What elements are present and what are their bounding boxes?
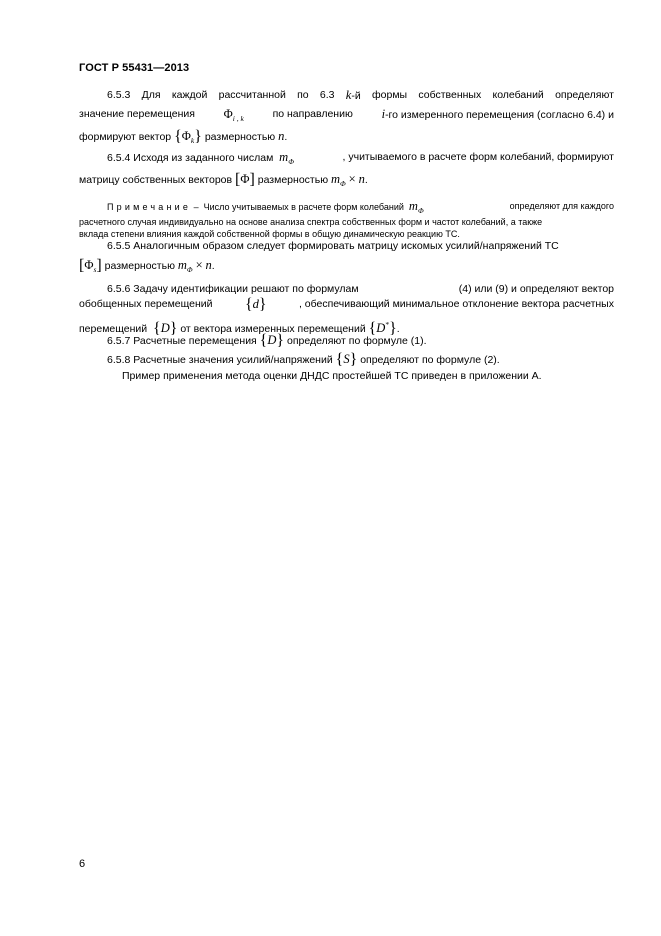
para-6-5-8: 6.5.8 Расчетные значения усилий/напряжений {S} определяют по формуле (2). [107, 351, 500, 368]
math-matrix-phi-s: $[\Phi_s]$ [79, 257, 102, 274]
math-vector-S: {S} [335, 351, 358, 368]
note-line-1: Примечание – Число учитываемых в расчете форм колебаний $m_\Phi$ определяют для каждого [107, 199, 614, 215]
math-m-phi-times-n: $m_\Phi \times n$ [177, 258, 212, 274]
math-m-phi-times-n: $m_\Phi \times n$ [331, 172, 365, 188]
math-vector-d: {d} [244, 296, 267, 313]
para-6-5-3-word: каждой [171, 89, 208, 101]
math-n: n [278, 129, 285, 143]
para-6-5-3-word: рассчитанной [218, 89, 286, 101]
para-6-5-3-text: по направлению [272, 108, 353, 120]
para-6-5-3-word: определяют [555, 89, 614, 101]
para-6-5-4-line-1: 6.5.4 Исходя из заданного числам $m_\Phi$ , учитываемого в расчете форм колебаний, формируют [107, 150, 614, 166]
para-6-5-3-word: Для [141, 89, 161, 101]
para-6-5-6-line-1: 6.5.6 Задачу идентификации решают по формулам (4) или (9) и определяют вектор [107, 283, 614, 295]
para-6-5-5-line-1: 6.5.5 Аналогичным образом следует формировать матрицу искомых усилий/напряжений ТС [107, 240, 559, 252]
para-6-5-6-line-3: перемещений {D} от вектора измеренных перемещений {D*}. [79, 320, 400, 337]
para-6-5-3-line-3: формируют вектор $\{\Phi_k\}$ размерностью n. [79, 128, 288, 145]
para-6-5-6-line-2: обобщенных перемещений {d} , обеспечивающий минимальное отклонение вектора расчетных [79, 296, 614, 313]
para-6-5-7: 6.5.7 Расчетные перемещения {D} определяют по формуле (1). [107, 332, 427, 349]
math-phi-ik: $\Phi_{i , k}$ [223, 107, 244, 123]
para-6-5-3-text: значение перемещения [79, 108, 195, 120]
page-number: 6 [79, 858, 86, 870]
math-vector-phi-k: $\{\Phi_k\}$ [174, 128, 202, 145]
para-6-5-3-word: формы [372, 89, 408, 101]
para-6-5-3-word: -й [351, 90, 361, 102]
math-m-phi: m [408, 199, 418, 213]
para-6-5-3-k-form [346, 88, 361, 103]
para-6-5-3-line-1 [107, 88, 614, 103]
math-vector-D: {D} [153, 320, 178, 337]
document-header: ГОСТ Р 55431—2013 [79, 62, 190, 74]
math-vector-D-star: {D*} [368, 320, 397, 337]
note-label: Примечание [107, 202, 192, 212]
math-vector-D: {D} [259, 332, 285, 349]
note-line-3: вклада степени влияния каждой собственной формы в общую динамическую реакцию ТС. [79, 229, 460, 239]
math-m-phi: m [279, 150, 289, 164]
para-6-5-3-text-i: i-го измеренного перемещения (согласно 6.4) и [381, 107, 614, 121]
para-6-5-3-word: 6.3 [319, 89, 335, 101]
note-line-2: расчетного случая индивидуально на основе анализа спектра собственных форм и частот колебаний, а также [79, 217, 543, 227]
para-6-5-5-line-2: $[\Phi_s]$ размерностью $m_\Phi \times n$. [79, 257, 215, 274]
para-6-5-3-word: собственных [418, 89, 482, 101]
math-matrix-phi: [Φ] [235, 171, 255, 188]
para-6-5-3-word: колебаний [492, 89, 544, 101]
example-paragraph: Пример применения метода оценки ДНДС простейшей ТС приведен в приложении А. [122, 370, 542, 382]
para-6-5-3-word: по [297, 89, 309, 101]
para-6-5-3-line-2 [79, 107, 614, 126]
math-i: i [381, 107, 386, 121]
math-k: k [345, 88, 352, 102]
para-6-5-3-number: 6.5.3 [107, 89, 131, 101]
para-6-5-4-line-2: матрицу собственных векторов [Φ] размерностью $m_\Phi \times n$. [79, 171, 368, 188]
